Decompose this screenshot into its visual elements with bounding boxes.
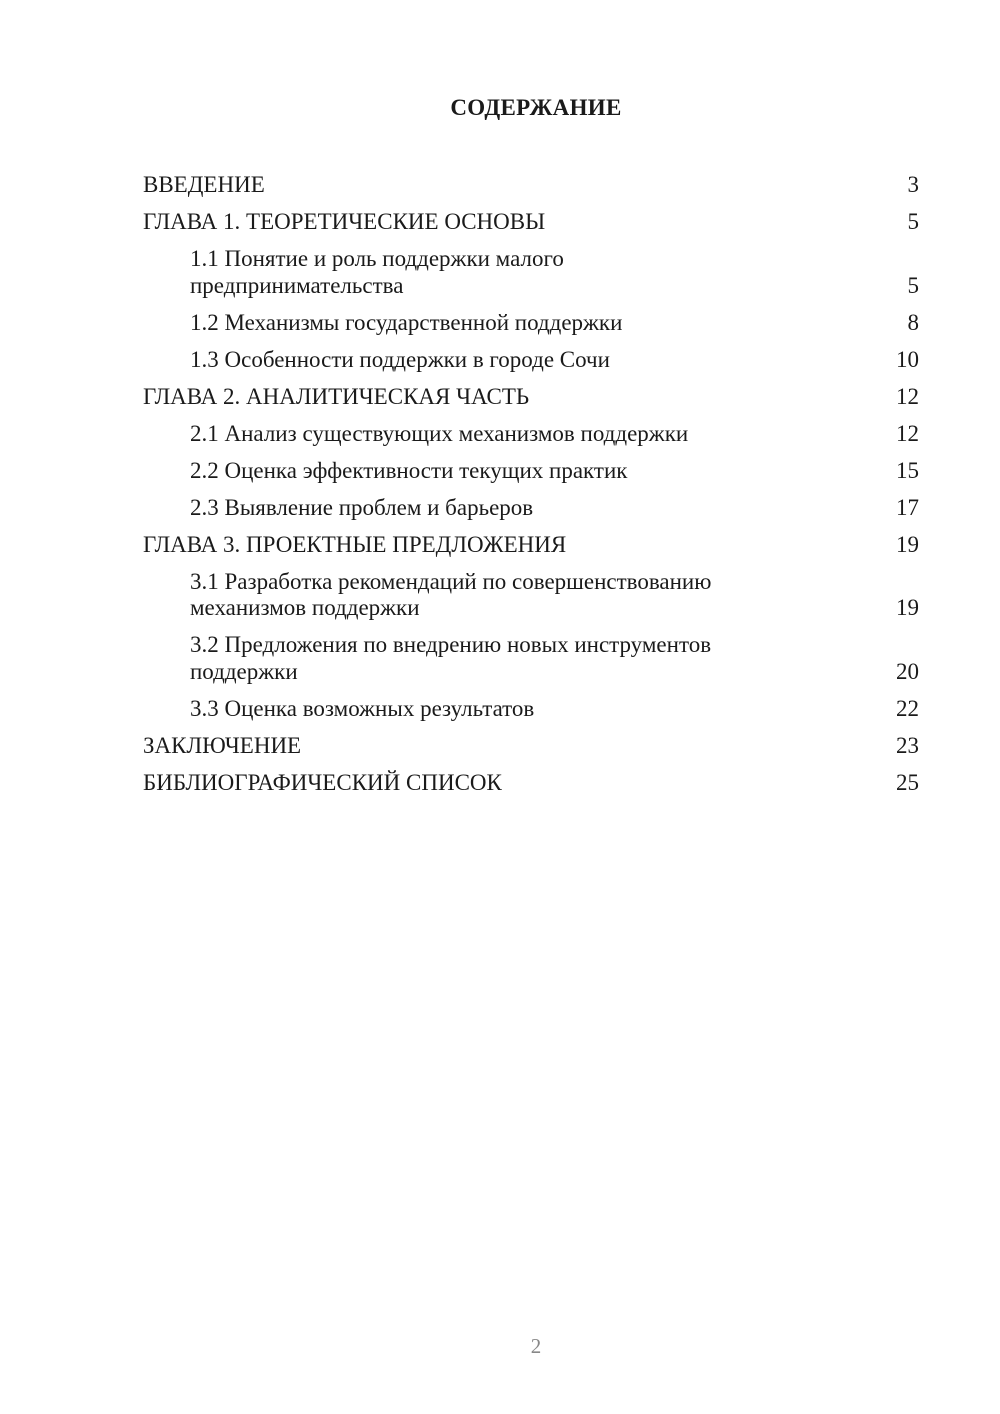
toc-entry-text: 1.3 Особенности поддержки в городе Сочи (190, 346, 610, 372)
toc-entry-section-1-2 (143, 305, 919, 342)
toc-entry-page: 19 (896, 531, 919, 557)
toc-entry-page: 23 (896, 732, 919, 758)
toc-entry-page: 22 (896, 695, 919, 721)
toc-entry-section-2-1 (143, 416, 919, 453)
toc-entry-page: 5 (907, 209, 919, 235)
toc-entry-introduction (143, 167, 919, 204)
toc-entry-page: 12 (896, 420, 919, 446)
toc-entry-text: ГЛАВА 3. ПРОЕКТНЫЕ ПРЕДЛОЖЕНИЯ (143, 531, 567, 557)
toc-entry-text: 2.1 Анализ существующих механизмов поддержки (190, 420, 689, 446)
toc-entry-text: БИБЛИОГРАФИЧЕСКИЙ СПИСОК (143, 769, 502, 795)
toc-entry-page: 19 (896, 595, 919, 621)
toc-entry-section-1-3 (143, 342, 919, 379)
toc-entry-section-3-1 (143, 564, 919, 628)
toc-entry-page: 17 (896, 494, 919, 520)
toc-entry-text: 3.3 Оценка возможных результатов (190, 695, 535, 721)
toc-entry-text: ВВЕДЕНИЕ (143, 172, 265, 198)
toc-entry-bibliography (143, 765, 919, 802)
toc-entry-chapter-2 (143, 379, 919, 416)
toc-entry-text: ГЛАВА 1. ТЕОРЕТИЧЕСКИЕ ОСНОВЫ (143, 209, 546, 235)
toc-entry-text: ЗАКЛЮЧЕНИЕ (143, 732, 302, 758)
toc-entry-text: 2.2 Оценка эффективности текущих практик (190, 457, 628, 483)
table-of-contents (143, 167, 919, 802)
toc-entry-text: ГЛАВА 2. АНАЛИТИЧЕСКАЯ ЧАСТЬ (143, 383, 530, 409)
toc-entry-section-2-2 (143, 453, 919, 490)
toc-entry-page: 5 (907, 272, 919, 298)
toc-entry-conclusion (143, 728, 919, 765)
toc-entry-text: 1.1 Понятие и роль поддержки малого предпринимательства (190, 246, 564, 298)
toc-entry-section-3-2 (143, 627, 919, 691)
toc-entry-text: 1.2 Механизмы государственной поддержки (190, 309, 623, 335)
toc-entry-text: 3.2 Предложения по внедрению новых инструментов поддержки (190, 632, 712, 684)
toc-entry-page: 25 (896, 769, 919, 795)
toc-entry-chapter-3 (143, 527, 919, 564)
toc-entry-section-2-3 (143, 490, 919, 527)
toc-entry-page: 15 (896, 457, 919, 483)
toc-entry-text: 3.1 Разработка рекомендаций по совершенствованию механизмов поддержки (190, 568, 712, 621)
toc-entry-chapter-1 (143, 204, 919, 241)
toc-entry-section-3-3 (143, 691, 919, 728)
page-number: 2 (530, 1334, 542, 1358)
toc-entry-section-1-1 (143, 241, 919, 305)
page-title: СОДЕРЖАНИЕ (450, 95, 622, 120)
toc-entry-page: 12 (896, 383, 919, 409)
toc-entry-page: 20 (896, 658, 919, 684)
toc-entry-page: 8 (907, 309, 919, 335)
toc-entry-page: 10 (896, 346, 919, 372)
toc-entry-text: 2.3 Выявление проблем и барьеров (190, 494, 534, 520)
toc-entry-page: 3 (907, 172, 919, 198)
